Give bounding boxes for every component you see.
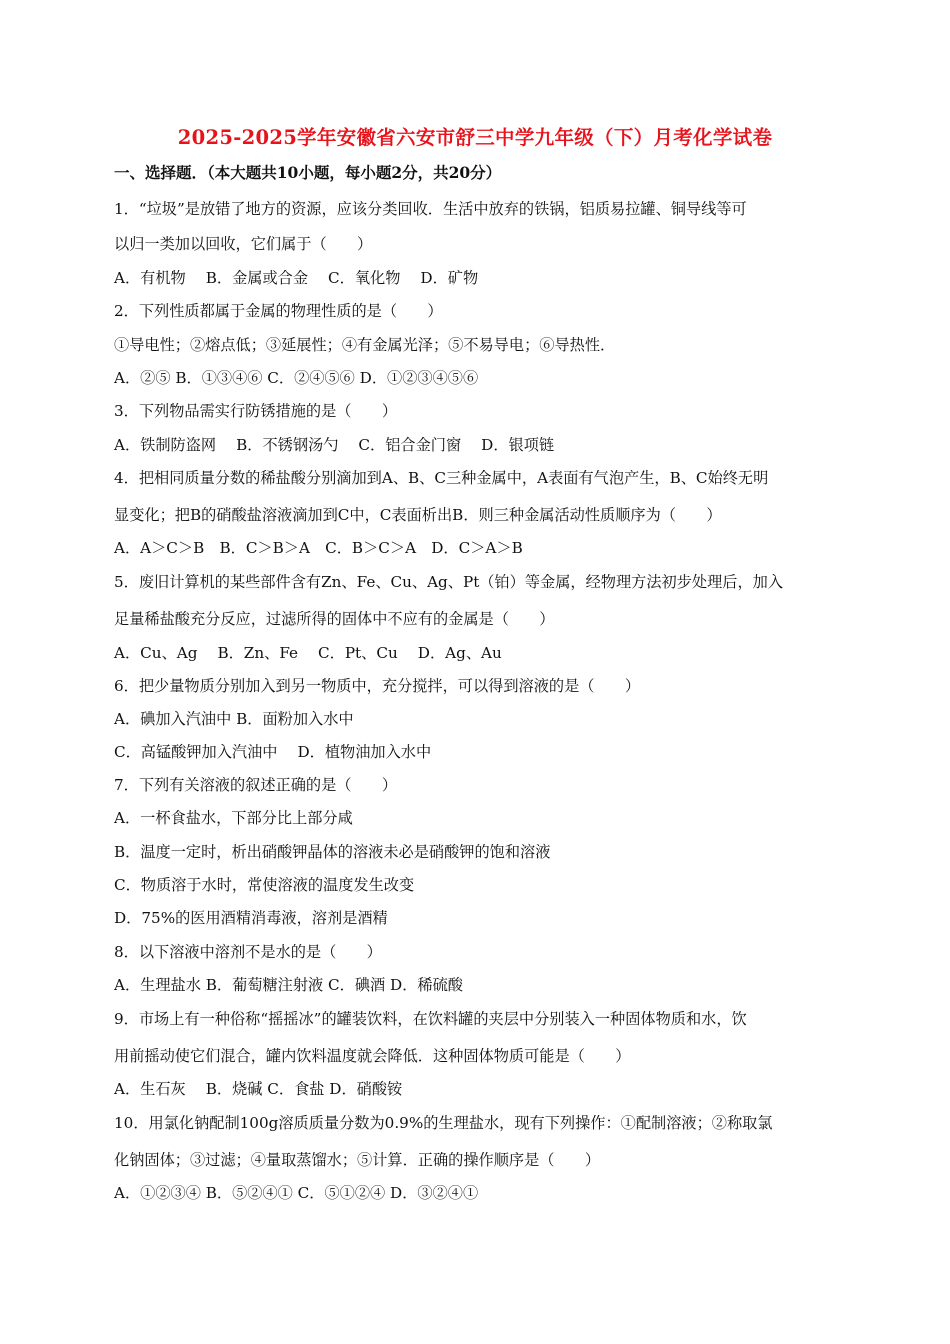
question-line: 足量稀盐酸充分反应，过滤所得的固体中不应有的金属是（ ） bbox=[114, 610, 555, 628]
option-line: A．生理盐水 B．葡萄糖注射液 C．碘酒 D．稀硫酸 bbox=[114, 976, 463, 994]
option-line: A．碘加入汽油中 B．面粉加入水中 bbox=[114, 710, 354, 728]
option-line: A．铁制防盗网 B．不锈钢汤勺 C．铝合金门窗 D．银项链 bbox=[114, 436, 555, 454]
option-line: C．物质溶于水时，常使溶液的温度发生改变 bbox=[114, 876, 415, 894]
question-line: 3．下列物品需实行防锈措施的是（ ） bbox=[114, 402, 398, 420]
question-line: 2．下列性质都属于金属的物理性质的是（ ） bbox=[114, 302, 443, 320]
question-line: 用前摇动使它们混合，罐内饮料温度就会降低．这种固体物质可能是（ ） bbox=[114, 1047, 631, 1065]
question-line: 1．“垃圾”是放错了地方的资源，应该分类回收．生活中放弃的铁锅，铝质易拉罐、铜导线等可 bbox=[114, 200, 747, 218]
option-line: B．温度一定时，析出硝酸钾晶体的溶液未必是硝酸钾的饱和溶液 bbox=[114, 843, 551, 861]
question-line: 9．市场上有一种俗称“摇摇冰”的罐装饮料，在饮料罐的夹层中分别装入一种固体物质和水，饮 bbox=[114, 1010, 747, 1028]
question-line: 显变化；把B的硝酸盐溶液滴加到C中，C表面析出B．则三种金属活动性质顺序为（ ） bbox=[114, 506, 722, 524]
option-line: A．生石灰 B．烧碱 C．食盐 D．硝酸铵 bbox=[114, 1080, 403, 1098]
question-line: 化钠固体；③过滤；④量取蒸馏水；⑤计算．正确的操作顺序是（ ） bbox=[114, 1151, 600, 1169]
question-line: 以归一类加以回收，它们属于（ ） bbox=[114, 235, 373, 253]
option-line: A．有机物 B．金属或合金 C．氧化物 D．矿物 bbox=[114, 269, 479, 287]
question-line: 8．以下溶液中溶剂不是水的是（ ） bbox=[114, 943, 382, 961]
question-line: 4．把相同质量分数的稀盐酸分别滴加到A、B、C三种金属中，A表面有气泡产生，B、C始终无明 bbox=[114, 469, 769, 487]
option-line: A．A＞C＞B B．C＞B＞A C．B＞C＞A D．C＞A＞B bbox=[114, 539, 523, 557]
option-line: A．①②③④ B．⑤②④① C．⑤①②④ D．③②④① bbox=[114, 1184, 479, 1202]
question-line: ①导电性；②熔点低；③延展性；④有金属光泽；⑤不易导电；⑥导热性． bbox=[114, 336, 616, 354]
option-line: D．75%的医用酒精消毒液，溶剂是酒精 bbox=[114, 909, 388, 927]
option-line: A．Cu、Ag B．Zn、Fe C．Pt、Cu D．Ag、Au bbox=[114, 644, 502, 662]
question-line: 5．废旧计算机的某些部件含有Zn、Fe、Cu、Ag、Pt（铂）等金属，经物理方法初步处理后，加入 bbox=[114, 573, 784, 591]
question-line: 7．下列有关溶液的叙述正确的是（ ） bbox=[114, 776, 398, 794]
question-line: 6．把少量物质分别加入到另一物质中，充分搅拌，可以得到溶液的是（ ） bbox=[114, 677, 641, 695]
document-title: 2025-2025学年安徽省六安市舒三中学九年级（下）月考化学试卷 bbox=[177, 126, 773, 149]
section-heading: 一、选择题．（本大题共10小题，每小题2分，共20分） bbox=[114, 163, 502, 182]
question-line: 10．用氯化钠配制100g溶质质量分数为0.9%的生理盐水，现有下列操作：①配制溶液；②称取氯 bbox=[114, 1114, 773, 1132]
option-line: A．一杯食盐水，下部分比上部分咸 bbox=[114, 809, 353, 827]
option-line: A．②⑤ B．①③④⑥ C．②④⑤⑥ D．①②③④⑤⑥ bbox=[114, 369, 479, 387]
option-line: C．高锰酸钾加入汽油中 D．植物油加入水中 bbox=[114, 743, 432, 761]
